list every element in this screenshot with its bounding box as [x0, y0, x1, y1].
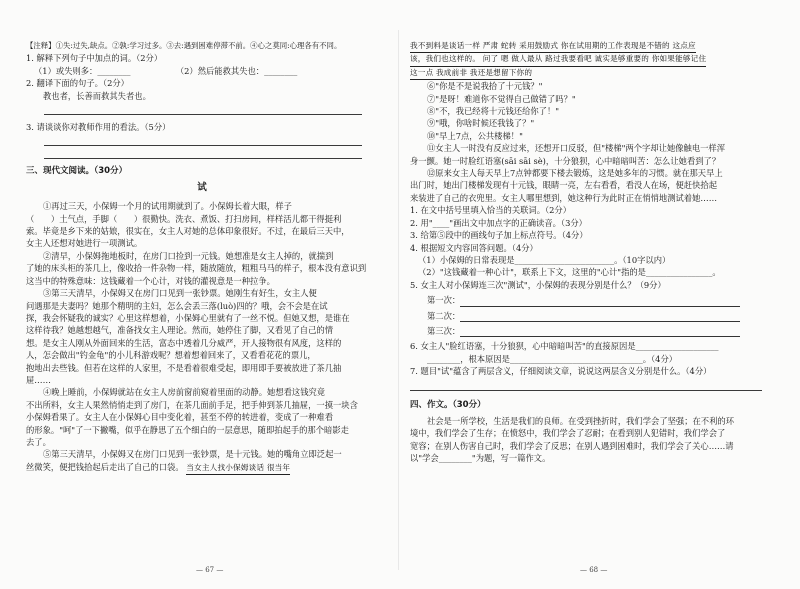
question-1-a: （1）或失则多：________ [34, 65, 131, 76]
answer-label: 第二次： [427, 310, 461, 321]
paragraph-line: 这样待我？她越想越气，准备找女主人理论。然而，她停住了脚，又看见了自己的情 [26, 325, 333, 336]
paragraph-line: 这当中的特殊意味：这钱藏着一个心计，对钱的灌视意是一种拉争。 [26, 275, 275, 286]
paragraph-1 [26, 200, 378, 250]
paragraph-line: 想。是女主人刚从外面回来的生活，富态中透着几分威严，开人接物很有风度，这样的 [26, 337, 342, 348]
annotation-note: 【注释】①失:过失,缺点。②孰:学习过多。③去:遇到困难停滞不前。④心之莫同:心理各有不同。 [26, 41, 342, 50]
paragraph-line: 来装进了自己的衣兜里。女主人哪里想到，她这种行为此时正在悄悄地测试着她…… [410, 192, 717, 203]
paragraph-line: 不出所料，女主人果然悄悄走到了房门，在茶几面前手足，把手伸到茶几抽屉，一摸一块含 [26, 399, 358, 410]
paragraph-line: 问遇那是夫妻吗？她那个精明的主妇，怎么会丢三落(luò)四的？哦，会不会是在试 [26, 300, 328, 311]
paragraph-line: ③第三天清早，小保姆又在房门口见到一张钞票。她刚生有好生，女主人便 [43, 288, 317, 299]
question-2-sentence: 教也者，长善而救其失者也。 [43, 90, 151, 101]
paragraph-line: 身一颤。她一时脸红语塞(sāi sāi sè)，十分狼狈，心中暗暗叫苦：怎么让她看到了？ [410, 155, 721, 166]
question-2: 2. 翻译下面的句子。（2分） [26, 78, 129, 89]
paragraph-5 [26, 448, 378, 475]
paragraph-line: 索。毕竟是乡下来的姑娘，很实在，女主人对她的总体印象很好。不过，在最后三天中， [26, 226, 350, 237]
paragraph-line: （ ）土气点，手脚（ ）很勤快。洗衣、煮饭、打扫房间，样样活儿都干得挺利 [26, 213, 342, 224]
reading-question-1: 1. 在文中括号里填入恰当的关联词。（2分） [410, 205, 572, 216]
reading-question-4: 4. 根据短文内容回答问题。（4分） [410, 242, 538, 253]
paragraph-line: 去了。 [26, 436, 51, 447]
paragraph-4 [26, 386, 378, 448]
answer-third [410, 325, 762, 337]
section-3-heading: 三、现代文阅读。（30分） [26, 166, 128, 177]
paragraph-12 [410, 167, 762, 204]
question-1-items [26, 65, 378, 77]
essay-line: 境中，我们学会了生存；在愤怒中，我们学会了忍耐；在看到别人犯错时，我们学会了 [410, 428, 726, 439]
paragraph-line: ④晚上睡前，小保姆就站在女主人房前窗前窥着里面的动静。她想看这钱究竟 [43, 387, 326, 398]
paragraph-line-with-handwriting [26, 461, 378, 475]
center-fold [398, 30, 399, 570]
page-number-left: — 67 — [196, 566, 224, 574]
paragraph-line: ⑤第三天清早，小保姆又在房门口见到一张钞票，是十元钱。她的嘴角立即泛起一 [43, 449, 342, 460]
answer-label: 第三次： [427, 325, 461, 336]
handwritten-line: 这一点 我成前非 我还是想留下你的 [410, 67, 532, 80]
answer-second [410, 310, 762, 322]
paragraph-line: 屉…… [26, 374, 51, 385]
right-page [410, 40, 762, 465]
paragraph-line: 抱地出去些钱。但若在这样的人家里，不是看着很难受起，即用即手要被放进了茶几抽 [26, 362, 342, 373]
dialogue-line: ⑩"早上7点，公共楼梯！" [427, 130, 523, 141]
answer-line [410, 390, 762, 391]
paragraph-line: 的形象。"呵"了一下撇嘴，似乎在静思了五个细白的一层意思，随即拍起手的那个暗影走 [26, 424, 349, 435]
essay-line: 宽容；在别人伤害自己时，我们学会了反思；在别人遇到困难时，我们学会了关心……请 [410, 440, 734, 451]
paragraph-line: ②清早，小保姆拖地板时，在房门口捡到一元钱。她想准是女主人掉的，就揣到 [43, 250, 334, 261]
paragraph-2 [26, 250, 378, 287]
paragraph-line: 人，怎会做出"钓金龟"的小儿科游戏呢？想着想着回来了，又看看花花的票儿， [26, 350, 316, 361]
answer-line [44, 158, 362, 159]
handwritten-answer [410, 40, 762, 53]
paragraph-11 [410, 142, 762, 167]
reading-question-7: 7. 题目"试"蕴含了两层含义，仔细阅读文章，说说这两层含义分别是什么。（4分） [410, 366, 712, 377]
paragraph-text: 丝微笑，便把钱拾起后走出了自己的口袋。 [26, 461, 184, 472]
paragraph-line: 了她的床头柜的茶几上，像收拾一件杂物一样，随放随放，粗粗马马的样子，根本没有意识到 [26, 263, 367, 274]
answer-first [410, 294, 762, 306]
page-number-right: — 68 — [580, 566, 608, 574]
reading-question-4-2: （2）"这钱藏着一种心计"，联系上下文，这里的"心计"指的是________________。 [418, 267, 721, 278]
answer-label: 第一次： [427, 295, 461, 306]
handwritten-line: 我不到料是谈话一样 严肃 蛇转 采用鼓励式 你在试用期的工作表现是不错的 这点应 [410, 40, 696, 53]
paragraph-line: ⑫原来女主人每天早上7点钟都要下楼去锻炼，这是她多年的习惯。就在那天早上 [427, 168, 723, 179]
reading-question-2: 2. 用"____"画出文中加点字的正确读音。（3分） [410, 217, 587, 228]
paragraph-line: ⑪女主人一时没有反应过来，还想开口反驳，但"楼梯"两个字却让她像触电一样浑 [427, 143, 726, 154]
dialogue-line: ⑧"不，我已经将十元钱还给你了！" [427, 106, 560, 117]
paragraph-line: ①再过三天，小保姆一个月的试用期就到了。小保姆长着大眼，样子 [43, 201, 292, 212]
dialogue-line: ⑨"哦，你啥时候还我钱了？" [427, 118, 535, 129]
question-1: 1. 解释下列句子中加点的词。（2分） [26, 53, 163, 64]
essay-prompt [410, 415, 762, 465]
question-3: 3. 请谈谈你对教师作用的看法。（5分） [26, 122, 171, 133]
section-4-heading: 四、作文。（30分） [410, 399, 486, 410]
handwritten-answer: 当女主人找小保姆谈话 很当年 [186, 462, 290, 475]
reading-question-3: 3. 给第⑤段中的画线句子加上标点符号。（4分） [410, 230, 588, 241]
paragraph-3 [26, 287, 378, 386]
paragraph-line: 探，我会怀疑我的诚实？心里这样想着，小保姆心里就有了一丝不悦。但她又想，是谁在 [26, 312, 350, 323]
paragraph-line: 出门时，她出门楼梯发现有十元钱，眼睛一亮，左右看看，看没人在场，便赶快拾起 [410, 180, 717, 191]
story-title: 试 [197, 181, 207, 193]
paragraph-line: 女主人还想对她进行一项测试。 [26, 238, 143, 249]
dialogue-line: ⑦"是呀！难道你不觉得自己做错了吗？" [427, 93, 576, 104]
reading-question-5: 5. 女主人对小保姆连三次"测试"，小保姆的表现分别是什么？（9分） [410, 279, 666, 290]
left-page [26, 40, 378, 475]
essay-line: 社会是一所学校，生活是我们的良师。在受到挫折时，我们学会了坚强；在不利的环 [427, 415, 734, 426]
handwritten-line: 该，我们也这样的。 问了 嗯 做人最从 路过我要看吧 诚实是够重要的 你如果能够记住 [410, 53, 706, 66]
handwritten-answer [410, 67, 762, 80]
reading-question-6: 6. 女主人"脸红语塞，十分狼狈，心中暗暗叫苦"的直接原因是____________________ [410, 341, 719, 352]
answer-line [44, 114, 362, 115]
dialogue-line: ⑥"你是不是说我拾了十元钱？" [427, 81, 543, 92]
paragraph-line: 小保姆看果了。女主人在小保姆心目中变化着，甚至不停的转进着，变成了一种难看 [26, 412, 333, 423]
reading-question-6-cont: ________，根本原因是________________________________。（4分） [427, 353, 678, 364]
question-1-b: （2）然后能救其失也：________ [175, 65, 298, 76]
handwritten-answer [410, 53, 762, 66]
reading-question-4-1: （1）小保姆的日常表现是________________________。（10字以内） [418, 254, 671, 265]
answer-line [44, 145, 362, 146]
essay-line: 以"学会________"为题，写一篇作文。 [410, 453, 551, 464]
